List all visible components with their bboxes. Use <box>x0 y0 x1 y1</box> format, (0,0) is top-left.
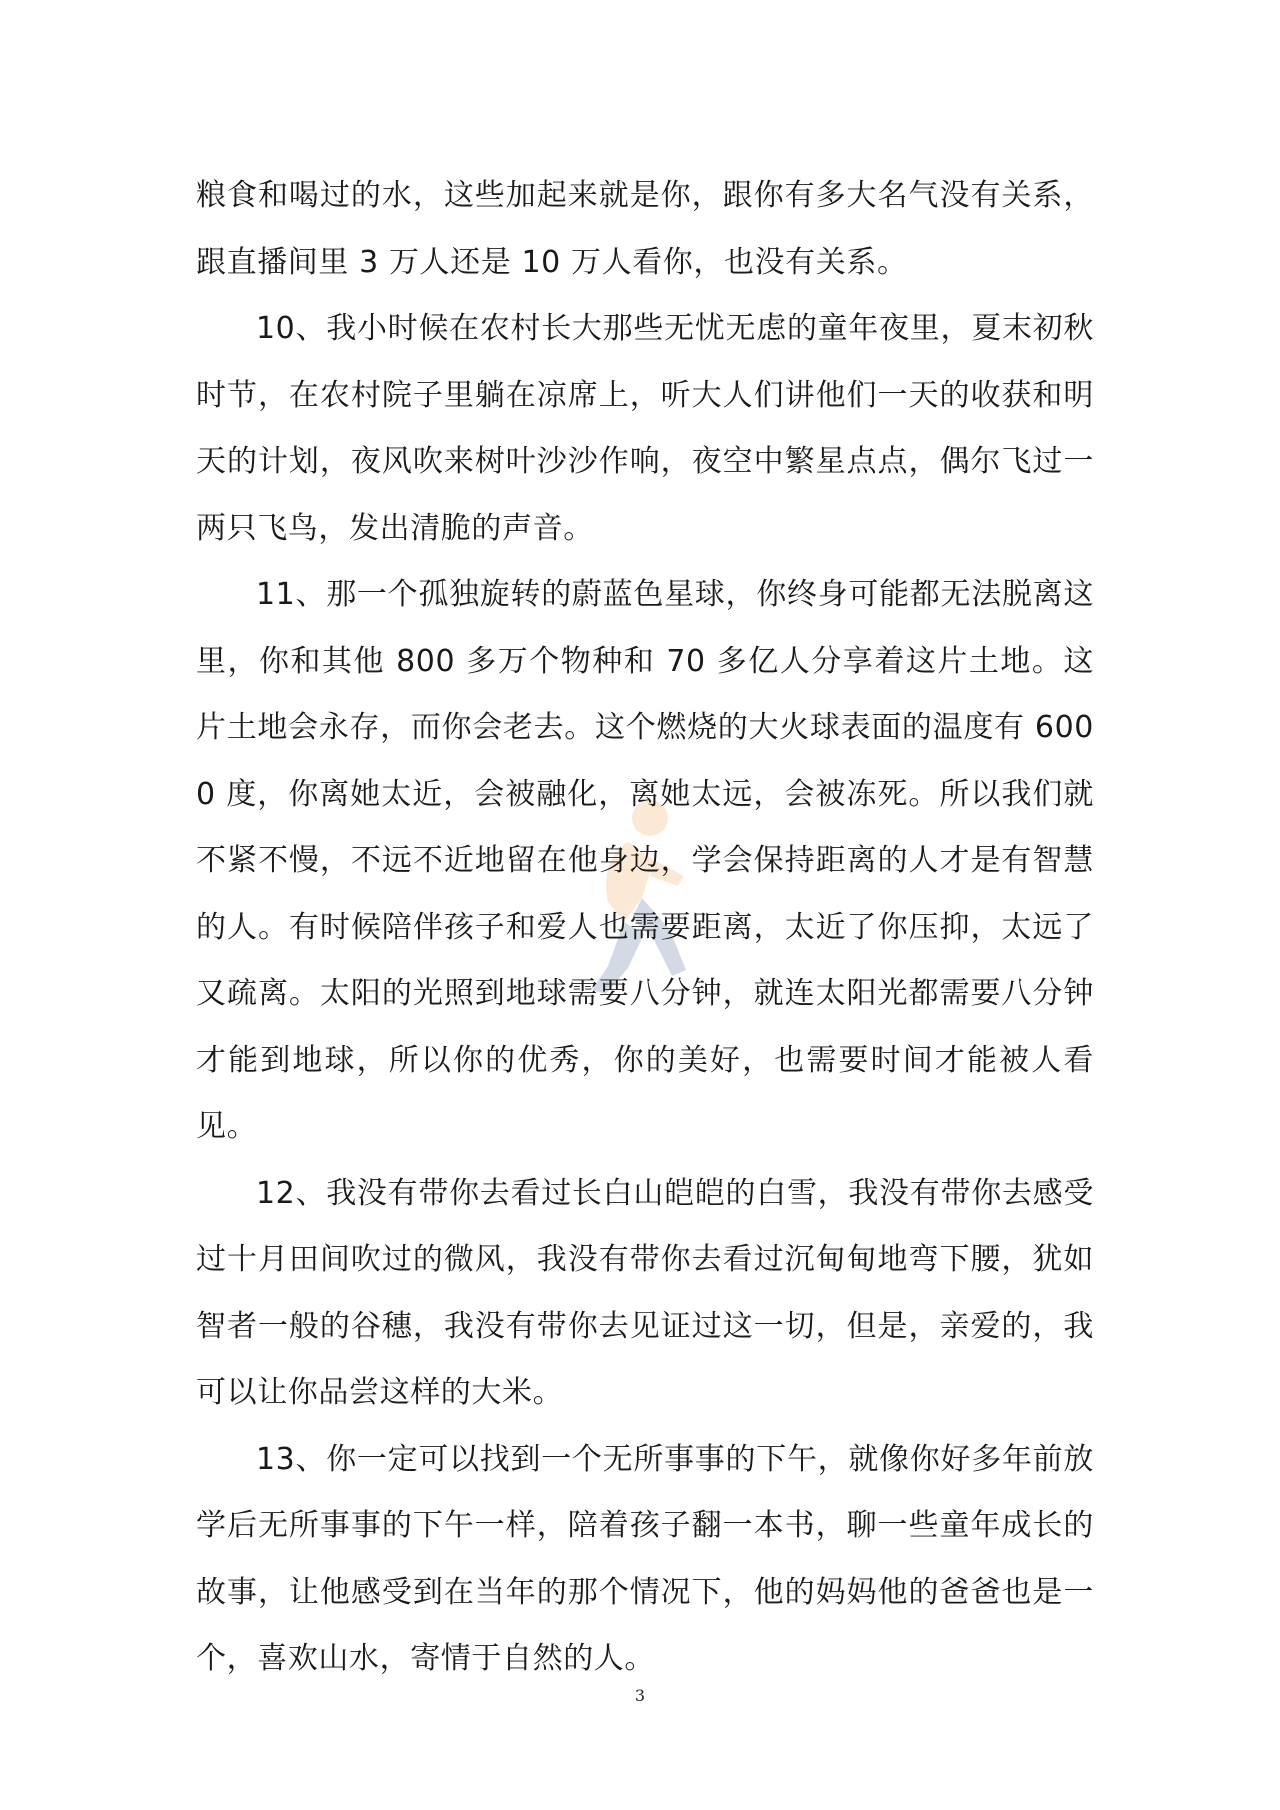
paragraph-continuation: 粮食和喝过的水，这些加起来就是你，跟你有多大名气没有关系，跟直播间里 3 万人还是 10 万人看你，也没有关系。 <box>196 178 1094 280</box>
paragraph-item-13: 13、你一定可以找到一个无所事事的下午，就像你好多年前放学后无所事事的下午一样，陪着孩子翻一本书，聊一些童年成长的故事，让他感受到在当年的那个情况下，他的妈妈他的爸爸也是一个，喜欢山水，寄情于自然的人。 <box>196 1441 1094 1676</box>
page-number: 3 <box>634 1686 646 1705</box>
document-body <box>196 163 1094 1693</box>
paragraph-item-12: 12、我没有带你去看过长白山皑皑的白雪，我没有带你去感受过十月田间吹过的微风，我没有带你去看过沉甸甸地弯下腰，犹如智者一般的谷穗，我没有带你去见证过这一切，但是，亲爱的，我可以让你品尝这样的大米。 <box>196 1175 1094 1410</box>
paragraph-item-10: 10、我小时候在农村长大那些无忧无虑的童年夜里，夏末初秋时节，在农村院子里躺在凉席上，听大人们讲他们一天的收获和明天的计划，夜风吹来树叶沙沙作响，夜空中繁星点点，偶尔飞过一两只飞鸟，发出清脆的声音。 <box>196 311 1094 546</box>
paragraph-item-11: 11、那一个孤独旋转的蔚蓝色星球，你终身可能都无法脱离这里，你和其他 800 多万个物种和 70 多亿人分享着这片土地。这片土地会永存，而你会老去。这个燃烧的大火球表面的温度有 6000 度，你离她太近，会被融化，离她太远，会被冻死。所以我们就不紧不慢，不远不近地留在他身边，学会保持距离的人才是有智慧的人。有时候陪伴孩子和爱人也需要距离，太近了你压抑，太远了又疏离。太阳的光照到地球需要八分钟，就连太阳光都需要八分钟才能到地球，所以你的优秀，你的美好，也需要时间才能被人看见。 <box>196 577 1094 1144</box>
